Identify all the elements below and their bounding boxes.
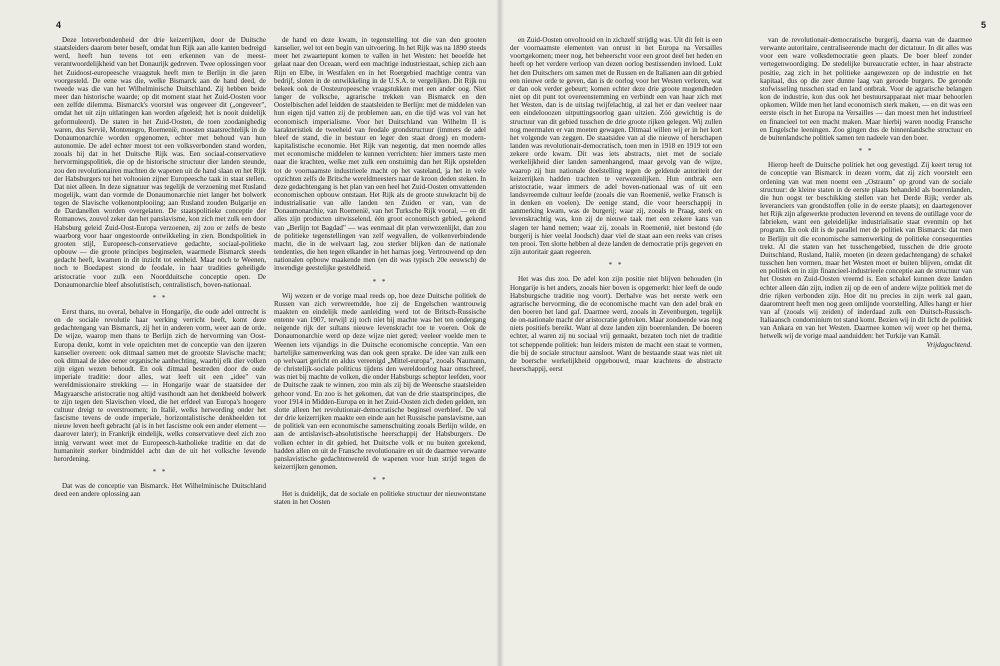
section-separator: * *	[608, 261, 624, 270]
paragraph: en Zuid-Oosten onvoltooid en in zichzelf strijdig was. Uit dit feit is een der voornaamste elementen van onrust in het Europa na Versailles voortgekomen; meer nog, het beheerscht voor een groot deel het heden en heeft op het verdere verloop van dezen oorlog bestissenden invloed. Lukt het den Duitschers om samen met de Russen en de Italianen aan dit gebied een nieuwe orde te geven, dan is de oorlog voor het Westen verloren, wat er dan ook verder gebeurt; komen echter deze drie groote mogendheden niet op dit punt tot overeenstemming en verbindt een van haar zich met het Westen, dan is de uitslag twijfelachtig, al zal het er dan veeleer naar een eindelooozen uitputtingsoorlog gaan uitzien. Zóó gewichtig is de structuur van dit gebied tusschen de drie groote rijken gelegen. Wij zullen nog meermalen er van moeten gewagen. Ditmaal willen wij er in het kort het volgende van zeggen. De staatsidee van al die nieuwe of herschapen landen was revolutionair-democratisch, toen men in 1918 en 1919 tot een zekere orde kwam. Dit was iets abstracts, niet met de sociale werkelijkheid dier landen samenhangend, maar gevolg van de wijze, waarop zij hun nationale doelstelling tegen de geldende autoriteit der keizerrijken hadden trachten te verwezenlijken. Hun ontbrak een aristocratie, waar immers de adel boven-nationaal was of uit een landsvreemde cultuur leefde (zooals die van Roemenië, welke Fransch is in denken en voelen). De eenige stand, die voor heerschappij in aanmerking kwam, was de burgerij; waar zij, zooals te Praag, sterk en levenskrachtig was, kon zij de nieuwe taak met een zekere kans van slagen ter hand nemen; waar zij, zooals in Roemenië, niet bestond (de burgerij is hier veelal Joodsch) daar viel de staat aan een reeks van crises ten prooi. Ten slotte hebben al deze landen de democratie prijs gegeven en zijn autoritair gaan regeeren.	[510, 36, 722, 257]
section-separator: * *	[372, 476, 388, 485]
section-separator: * *	[858, 147, 874, 156]
column-right-a	[510, 36, 722, 373]
column-right-b	[760, 36, 972, 349]
column-left-a	[54, 36, 266, 498]
column-left-b	[274, 36, 486, 507]
paragraph: Het was dus zoo. De adel kon zijn positie niet blijven behouden (in Hongarije is het anders, zooals hier boven is opgemerkt: hier leeft de oude Habsburgsche traditie nog voort). Derhalve was het eerste werk een agrarische hervorming, die de economische macht van den adel brak en den boeren het land gaf. Daarmee werd, zooals in Zevenburgen, tegelijk de on-nationale macht der aristocratie gebroken. Maar zoodoende was nog niets positiefs bereikt. Want al deze landen zijn boerenlanden. De boeren echter, al waren zij nu sociaal vrij gemaakt, bezaten toch niet de traditie tot scheppende politiek: hun leiders misten de macht een staat te vormen, die bij de sociale structuur aansloot. Want de bestaande staat was niet uit de boersche werkelijkheid opgebouwd, maar krachtens de abstracte heerschappij, eerst	[510, 275, 722, 374]
paragraph: Dat was de conceptie van Bismarck. Het Wilhelminische Duitschland deed een andere oplossing aan	[54, 482, 266, 499]
page-number-right: 5	[980, 20, 986, 30]
paragraph: Hierop heeft de Duitsche politiek het oog gevestigd. Zij keert terug tot de conceptie van Bismarck in dezen vorm, dat zij zich voorstelt een ordening van wat men noemt een „Ostraum" op grond van de sociale structuur: de kleine staten in de eerste plaats behandeld als boerenlanden, die hun oogst ter beschikking stellen van het Derde Rijk; verder als leveranciers van grondstoffen (olie in de eerste plaats); en daartegenover het Rijk zijn afgewerkte producten leverend en tevens de outillage voor de fabrieken, want een geleidelijke industrialisatie staat evenmin op het program. En ook dit is de parallel met de politiek van Bismarck: dat men te Berlijn uit die economische samenwerking de politieke consequenties trekt. Al die staten van het tusschengebied, tusschen de drie groote Duitschland, Rusland, Italië, moeten (in dezen gedachtengang) de schakel tusschen hen vormen, maar het Westen moet er buiten blijven, omdat dit en politiek en in zijn financieel-industrieele conceptie aan de structuur van het Oosten en Zuid-Oosten vreemd is. Een schakel kunnen deze landen echter alleen dán zijn, indien zij op de een of andere wijze politiek met de drie rijken verbonden zijn. Hoe dit nu precies in zijn werk zal gaan, daaromtrent heeft men nog geen omlijnde voorstelling. Alles hangt er hier van af (zooals wij zeiden) of inderdaad zulk een Duitsch-Russisch-Italiaansch condominium tot stand komt. Bezien wij in dit licht de politiek van Ankara en van het Westen. Daarmee komen wij weer op het thema, hetwelk wij de vorige maal aanduidden: het Turkije van Kamâl.	[760, 161, 972, 341]
paragraph: Wij wezen er de vorige maal reeds op, hoe deze Duitsche politiek de Russen van zich verwreemdde, hoe zij de Engelschen wantrouwig maakten en eindelijk mede aanleiding werd tot de Britsch-Russische entente van 1907, terwijl zij toch niet bij machte was het ten ondergang neigende rijk der sultans nieuwe levenskracht toe te voeren. Ook de Donaumonarchie werd op deze wijze niet gered; veeleer voelde men te Weenen iets vijandigs in die Duitsche economische conceptie. Van een hartelijke samenwerking was dan ook geen sprake. De idee van zulk een op welvaart gericht en aldus vereenigd „Mittel-europa", zooals Naumann, de christelijk-sociale politicus tijdens den wereldoorlog haar omschreef, was niet bij machte de volken, die onder Habsburgs scheptor leefden, voor de Duitsche zaak te winnen, zoo min als zij bij de Weensche staatsleiden gehoor vond. En zoo is het gekomen, dat van de drie staatsprincipes, die voor 1914 in Midden-Europa en in het Zuid-Oosten zich deden gelden, ten slotte alleen het revolutionair-democratische beginsel overbleef. De val der drie keizerrijken maakte een einde aan het Russische panslavisme, aan de politiek van een economische samenschuiting zooals Berlijn wilde, en aan de antislavisch-absolutistische heerschappij der Habsburgers. De volken echter in dit gebied, het Duitsche volk er nu buiten gerekend, hadden allen en uit de Fransche revolutionaire en uit de daarmee verwante panslavistische gedachtenwereld de wapenen voor hun strijd tegen de keizerrijken genomen.	[274, 291, 486, 471]
page-number-left: 4	[56, 20, 62, 30]
section-separator: * *	[152, 293, 168, 302]
paragraph: de hand en deze kwam, in tegenstelling tot die van den grooten kanselier, wel tot een begin van uitvoering. In het Rijk was na 1890 steeds meer het zwaartepunt komen te vallen in het Westen: het beoefde het gelaat naar den Oceaan, werd een machtige industriestaat, schiep zich aan Rijn en Elbe, in Westfalen en in het Roergebied machtige centra van bedrijf, sloten in de ontwikkeling in de U.S.A. te vergelijken. Dit Rijk nu bekeek ook de Oosteuropeesche vraagstukken met een ander oog. Niet langer de volksche, agrarische trekken van Bismarck en den Oostelbischen adel leidden de staatsleiden te Berlijn: met de middelen van hun eigen tijd vatten zij de problemen aan, en die tijd was vol van het economisch imperialisme. Voor het Duitschland van Wilhelm II is karakteristiek de tweeheid van feodale grondstructuur (immers de adel bleef de stand, die in bestuur en leger den staat droeg) en modern-kapitalistische economie. Het Rijk van negentig, dat men noemde alles met economische middelen te kunnen verrichten: hier immers taste men naar die krachten, welke met zulk een onstuimig dan het Rijk opstelden tot de voornaamste industrieele macht op het vasteland, ja het in vele opzichten zelfs de Britsche wereldmeesters naar de kroon deden steken. In deze gedachtengang is het plan van een heel het Zuid-Oosten omvattenden economischen opbouw ontstaan. Het Rijk als de groote stuwkracht bij de industrialisatie van alle landen ten Zuiden er van, van de Donaumonarchie, van Roemenië, van het Turksche Rijk vooral, — en dit alles zijn producten uitwisselend, één groot economisch gebied, gekend van „Berlijn tot Bagdad" — was eenmaal dit plan verwezenlijkt, dan zou de politieke tegenstellingen van zelf wegvallen, de volkenverbindende macht, die in de welvaart lag, zou sterker blijken dan de nationale tendenties, die hen tegen elkander in het harnas joeg. Vertrouwend op den nationalen opbouw maakende men (en dit was typisch 20e eeuwsch) de inwendige geestelijke gesteldheid.	[274, 36, 486, 273]
paragraph: Deze lotsverbondenheid der drie keizerrijken, door de Duitsche staatsleiders daarom beter beseft, omdat hun Rijk aan alle kanten bedreigd werd, heeft hun tevens tot een erkennen van de meest-verantwoordelijkheid van het Donaurijk gedreven. Twee oplossingen voor het Zuidoost-europeesche vraagstuk heeft men te Berlijn in die jaren voorgesteld. De eene was die, welke Bismarck aan de hand deed, de tweede was die van het Wilhelminische Duitschland. Zij hebben beide meer dan historische waarde; op dit moment staat het Zuid-Oosten voor een zelfde dilemma. Bismarck's voorstel was ongeveer dit („ongeveer", omdat het uit zijn uitlatingen kan worden afgeleid; het is nooit duidelijk geformuleerd). De staten in het Zuid-Oosten, de toen zoodanighedig waren, dus Servië, Montenegro, Roemenië, moesten staatsrechtelijk in de Donaumonarchie worden opgenomen, echter met behoud van hun autonomie. De adel echter moest tot een volksverbonden stand worden, zooals hij dat in het Duitsche Rijk was. Een sociaal-conservatieve hervormingspolitiek, die op de historische structuur dier landen steunde, zou den revolutionairen machten de wapenen uit de hand slaan en het Rijk der Habsburgers tot het voltooien zijner Europeesche taak in staat stellen. Dat niet alleen. In deze signatuur was tegelijk de verzoening met Rusland mogelijk, want dan vormde de Donaumonarchie niet langer het bolwerk tegen de Slavische volkenontplooiing; aan Rusland zouden Bulgarije en de Dardanellen worden overgelaten. De staatspolitieke conceptie der Romanows, zouvol zeker dan het panslavisme, kon zich met zulk een door Habsburg geleid Zuid-Oost-Europa verzoenen, zij zou er zelfs de beste waarborg voor haar ongestoorde ontwikkeling in zien. Bondspolitiek in grooten stijl, Europeesch-conservatieve gedachte, sociaal-politieke opbouw — die groote principes beginselen, waarmede Bismarck steeds gedacht heeft, kwamen in dit inzicht tot eenheid. Maar noch te Weenen, noch te Boedapest stond de feodale, in haar tradities geheiligde aristocratie voor zulk een Noordduitsche conceptie open. De Donaumonarchie bleef absolutistisch, centralistisch, boven-nationaal.	[54, 36, 266, 289]
paragraph: Eerst thans, nu overal, behalve in Hongarije, die oude adel ontrecht is en de sociale revolutie haar werking verricht heeft, komt deze gedachtengang van Bismarck, zij het in anderen vorm, weer aan de orde. De wijze, waarop men thans te Berlijn zich de hervorming van Oost-Europa denkt, komt in vele opzichten met de conceptie van den ijzeren kanselier overeen: ook ditmaal samen met de grootste Slavische macht; ook ditmaal de idee eener organische aanhechting, waarbij elk dier volken zijn eigen wezen behoudt. En ook ditmaal bestreden door de oude imperiale traditie: door alles, wat leeft uit een „idee" van wereldmissionaire strekking — in Hongarije waar de staatsidee der Magyaarsche aristocratie nog altijd vasthoudt aan het denkbeeld bolwerk te zijn tegen den Slavischen vloed, die het erfdeel van Europa's hoogere cultuur dreigt te overstroomen; in Italië, welks herwording onder het fascisme tevens de oude imperiale, horizontalistische denkbeelden tot nieuw leven heeft gebracht (al is in het fascisme ook een ander element — daarover later); in Frankrijk eindelijk, welks conservatieve deel zich zoo innig verwant weet met de Europeesch-katholieke traditie en dat de humaniteit sterker bindmiddel acht dan de uit het volksche levende herordening.	[54, 308, 266, 463]
section-separator: * *	[372, 277, 388, 286]
right-page	[500, 0, 1000, 666]
signature: Vrijdagochtend.	[926, 340, 972, 349]
paragraph: van de revolutionair-democratische burgerij, daarna van de daarmee verwante autoritaire, centraliseerende macht der dictatuur. In dit alles was voor een ware volksdemocratie geen plaats. De boer bleef zonder vertegenwoordiging. De stedelijke bureaucratie echter, in haar abstracte positie, zag zich in het politieke aangewezen op de industrie en het kapitaal, dus op die zeer dunne laag van geroede burgers. De geronde stofwisseling tusschen stad en land ontbrak. Voor de agrarische belangen kon de industrie, kon dus ook het bestuursapparaat niet maar behoorlen opkomen. Wilde men het land economisch sterk maken, — en dit was een eerste eisch in het Europa na Versailles — dan moest men het industrieel en financieel tot een macht maken. Maar hierbij waren noodig Fransche en Engelsche leeningen. Zoo gingen dus de binnenlandsche structuur en de buitenlandsche politiek samen ten nadeele van den boer.	[760, 36, 972, 142]
page-gutter	[496, 0, 504, 666]
section-separator: * *	[152, 467, 168, 476]
paragraph: Het is duidelijk, dat de sociale en politieke structuur der nieuwontstane staten in het Oosten	[274, 490, 486, 507]
